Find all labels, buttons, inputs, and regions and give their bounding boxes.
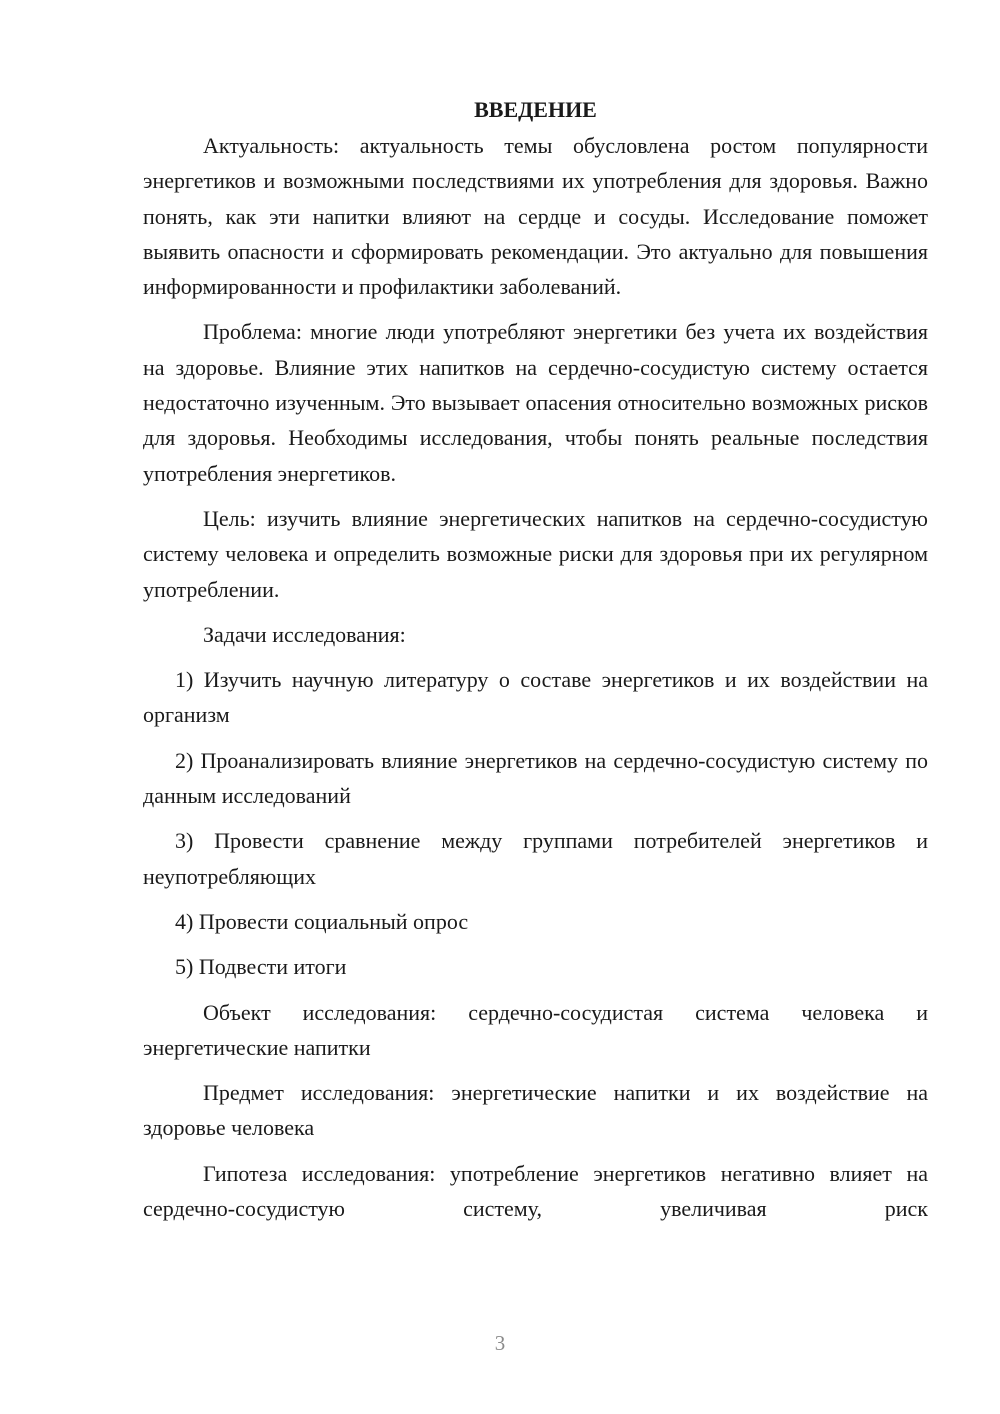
list-item: 4) Провести социальный опрос bbox=[175, 908, 469, 934]
list-item: 2) Проанализировать влияние энергетиков на сердечно-сосудистую систему по данным исследований bbox=[143, 747, 928, 809]
tasks-list bbox=[143, 662, 928, 984]
paragraph-object: Объект исследования: сердечно-сосудистая система человека и энергетические напитки bbox=[143, 999, 928, 1060]
list-item: 5) Подвести итоги bbox=[175, 954, 347, 980]
paragraph-relevance: Актуальность: актуальность темы обусловлена ростом популярности энергетиков и возможными последствиями их употребления для здоровья. Важно понять, как эти напитки влияют на сердце и сосуды. Исследование поможет выявить опасности и сформировать рекомендации. Это актуально для повышения информированности и профилактики заболеваний. bbox=[143, 133, 928, 300]
list-item: 3) Провести сравнение между группами потребителей энергетиков и неупотребляющих bbox=[143, 828, 928, 889]
tasks-heading: Задачи исследования: bbox=[203, 621, 406, 647]
document-page bbox=[143, 92, 928, 1226]
paragraph-hypothesis: Гипотеза исследования: употребление энергетиков негативно влияет на сердечно-сосудистую систему, увеличивая риск bbox=[143, 1160, 928, 1222]
page-title: ВВЕДЕНИЕ bbox=[474, 97, 597, 122]
paragraph-subject: Предмет исследования: энергетические напитки и их воздействие на здоровье человека bbox=[143, 1080, 928, 1141]
list-item: 1) Изучить научную литературу о составе энергетиков и их воздействии на организм bbox=[143, 667, 928, 728]
paragraph-goal: Цель: изучить влияние энергетических напитков на сердечно-сосудистую систему человека и определить возможные риски для здоровья при их регулярном употреблении. bbox=[143, 505, 928, 602]
page-number: 3 bbox=[494, 1331, 506, 1355]
paragraph-problem: Проблема: многие люди употребляют энергетики без учета их воздействия на здоровье. Влияние этих напитков на сердечно-сосудистую систему остается недостаточно изученным. Это вызывает опасения относительно возможных рисков для здоровья. Необходимы исследования, чтобы понять реальные последствия употребления энергетиков. bbox=[143, 319, 928, 486]
